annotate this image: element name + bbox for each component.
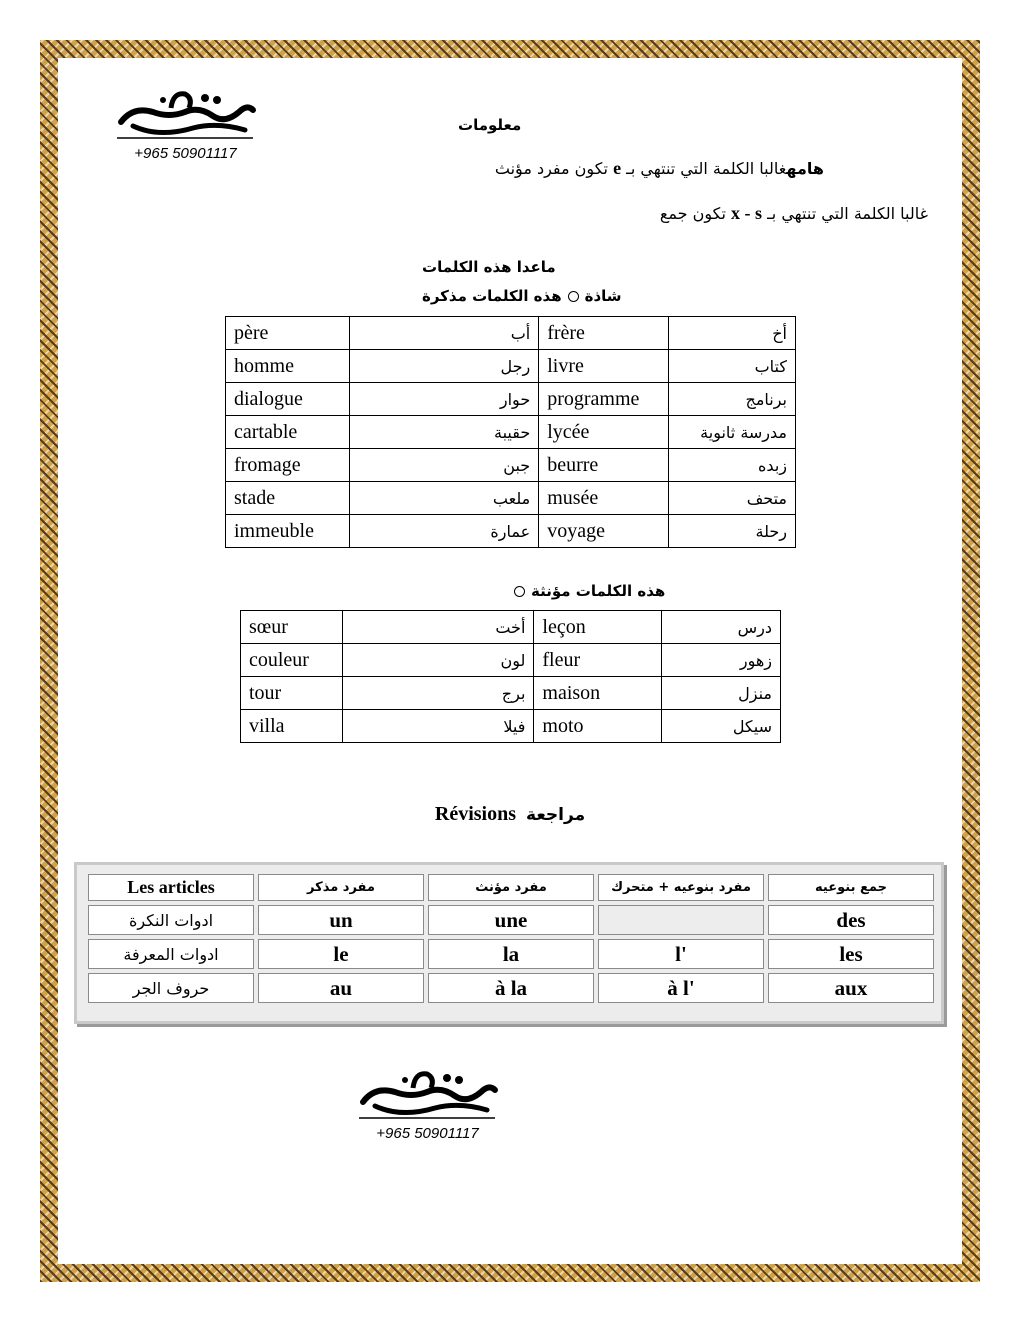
- column-header: جمع بنوعيه: [768, 874, 934, 901]
- rule-line-feminine: [458, 158, 824, 179]
- row-label: ادوات النكرة: [88, 905, 254, 935]
- article-cell-empty: [598, 905, 764, 935]
- exceptions-title: ماعدا هذه الكلمات: [422, 258, 556, 276]
- column-header: Les articles: [88, 874, 254, 901]
- logo-calligraphy-icon: [113, 82, 258, 144]
- arabic-word: درس: [662, 611, 781, 644]
- article-cell: l': [598, 939, 764, 969]
- french-word: père: [226, 317, 350, 350]
- article-cell: au: [258, 973, 424, 1003]
- arabic-word: متحف: [669, 482, 796, 515]
- info-title: معلومات: [458, 116, 522, 134]
- french-word: homme: [226, 350, 350, 383]
- french-word: immeuble: [226, 515, 350, 548]
- exception-label: شاذة: [584, 287, 622, 305]
- revisions-title-fr: Révisions: [434, 803, 517, 825]
- rule1-letter: e: [613, 158, 622, 178]
- rule1-text-a: غالبا الكلمة التي تنتهي بـ: [626, 159, 787, 178]
- phone-number: +965 50901117: [376, 1125, 479, 1142]
- table-row: [241, 710, 781, 743]
- masculine-heading: [422, 287, 622, 305]
- feminine-words-table: [240, 610, 781, 743]
- column-header: مفرد مؤنث: [428, 874, 594, 901]
- arabic-word: رحلة: [669, 515, 796, 548]
- arabic-word: أخت: [342, 611, 533, 644]
- french-word: lycée: [539, 416, 669, 449]
- phone-number: +965 50901117: [134, 145, 237, 162]
- row-label: ادوات المعرفة: [88, 939, 254, 969]
- french-word: programme: [539, 383, 669, 416]
- table-row: [226, 515, 796, 548]
- arabic-word: مدرسة ثانوية: [669, 416, 796, 449]
- arabic-word: أخ: [669, 317, 796, 350]
- article-cell: les: [768, 939, 934, 969]
- table-row: [226, 482, 796, 515]
- rule2-text-b: تكون جمع: [659, 204, 726, 223]
- french-word: couleur: [241, 644, 343, 677]
- arabic-word: برنامج: [669, 383, 796, 416]
- rule1-text-b: تكون مفرد مؤنث: [494, 159, 608, 178]
- table-row: [88, 939, 934, 969]
- important-label: هامه: [786, 159, 824, 178]
- feminine-heading: [508, 582, 665, 600]
- french-word: villa: [241, 710, 343, 743]
- table-row: [226, 449, 796, 482]
- arabic-word: عمارة: [349, 515, 538, 548]
- french-word: livre: [539, 350, 669, 383]
- article-cell: à l': [598, 973, 764, 1003]
- arabic-word: زبده: [669, 449, 796, 482]
- bullet-circle-icon: [514, 586, 525, 597]
- table-row: [88, 905, 934, 935]
- arabic-word: حقيبة: [349, 416, 538, 449]
- arabic-word: منزل: [662, 677, 781, 710]
- arabic-word: رجل: [349, 350, 538, 383]
- feminine-title: هذه الكلمات مؤنثة: [531, 582, 666, 600]
- article-cell: la: [428, 939, 594, 969]
- revisions-title: [0, 803, 1020, 826]
- french-word: sœur: [241, 611, 343, 644]
- french-word: cartable: [226, 416, 350, 449]
- arabic-word: برج: [342, 677, 533, 710]
- row-label: حروف الجر: [88, 973, 254, 1003]
- french-word: stade: [226, 482, 350, 515]
- french-word: leçon: [534, 611, 662, 644]
- table-row: [226, 317, 796, 350]
- french-word: maison: [534, 677, 662, 710]
- french-word: beurre: [539, 449, 669, 482]
- arabic-word: لون: [342, 644, 533, 677]
- french-word: tour: [241, 677, 343, 710]
- arabic-word: كتاب: [669, 350, 796, 383]
- arabic-word: فيلا: [342, 710, 533, 743]
- column-header: مفرد بنوعيه + متحرك: [598, 874, 764, 901]
- article-cell: une: [428, 905, 594, 935]
- article-cell: des: [768, 905, 934, 935]
- french-word: frère: [539, 317, 669, 350]
- article-cell: aux: [768, 973, 934, 1003]
- logo-calligraphy-icon: [355, 1062, 500, 1124]
- arabic-word: جبن: [349, 449, 538, 482]
- french-word: fromage: [226, 449, 350, 482]
- table-row: [241, 611, 781, 644]
- masculine-title: هذه الكلمات مذكرة: [422, 287, 562, 305]
- article-cell: un: [258, 905, 424, 935]
- table-row: [226, 383, 796, 416]
- logo-bottom: [355, 1062, 500, 1142]
- arabic-word: أب: [349, 317, 538, 350]
- french-word: fleur: [534, 644, 662, 677]
- table-row: [241, 677, 781, 710]
- articles-table: [84, 870, 938, 1007]
- french-word: musée: [539, 482, 669, 515]
- rule2-letters: x - s: [731, 203, 763, 223]
- table-row: [226, 350, 796, 383]
- table-row: [241, 644, 781, 677]
- french-word: moto: [534, 710, 662, 743]
- arabic-word: حوار: [349, 383, 538, 416]
- arabic-word: سيكل: [662, 710, 781, 743]
- column-header: مفرد مذكر: [258, 874, 424, 901]
- arabic-word: زهور: [662, 644, 781, 677]
- arabic-word: ملعب: [349, 482, 538, 515]
- french-word: voyage: [539, 515, 669, 548]
- article-cell: à la: [428, 973, 594, 1003]
- bullet-circle-icon: [568, 291, 579, 302]
- logo-top: [113, 82, 258, 162]
- article-cell: le: [258, 939, 424, 969]
- french-word: dialogue: [226, 383, 350, 416]
- rule2-text-a: غالبا الكلمة التي تنتهي بـ: [767, 204, 928, 223]
- table-row: [226, 416, 796, 449]
- table-row: [88, 973, 934, 1003]
- table-header-row: [88, 874, 934, 901]
- masculine-words-table: [225, 316, 796, 548]
- revisions-title-ar: مراجعة: [526, 805, 586, 825]
- rule-line-plural: [610, 203, 928, 224]
